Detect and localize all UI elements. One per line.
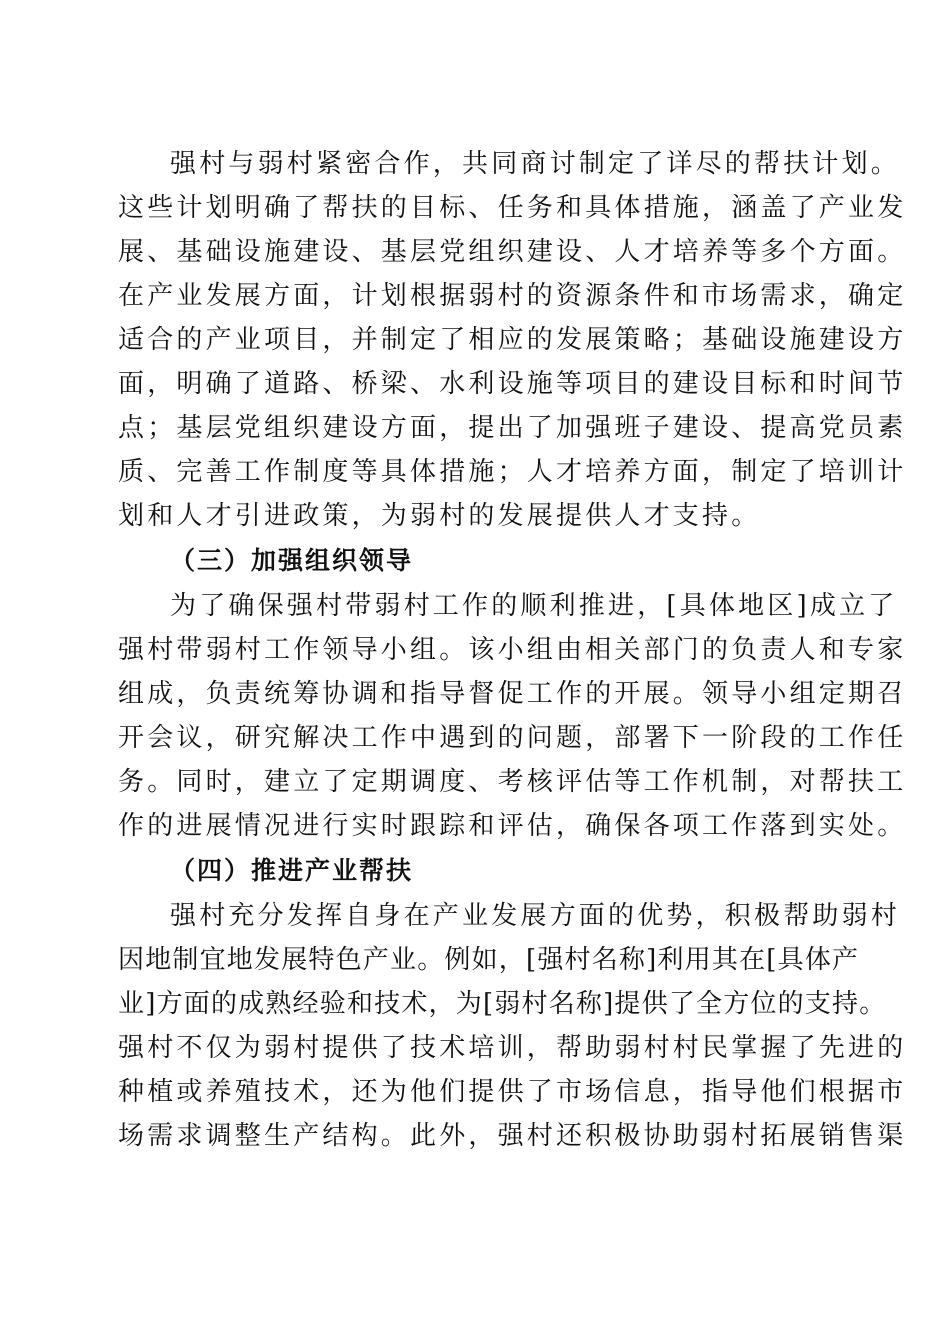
paragraph-line: 强村带弱村工作领导小组。该小组由相关部门的负责人和专家 bbox=[118, 635, 907, 665]
paragraph-line: 面，明确了道路、桥梁、水利设施等项目的建设目标和时间节 bbox=[118, 369, 907, 399]
paragraph-line: 强村充分发挥自身在产业发展方面的优势，积极帮助弱村 bbox=[170, 901, 901, 931]
paragraph-line: 组成，负责统筹协调和指导督促工作的开展。领导小组定期召 bbox=[118, 679, 907, 709]
section-heading-4: （四）推进产业帮扶 bbox=[170, 856, 414, 885]
paragraph-line: 强村不仅为弱村提供了技术培训，帮助弱村村民掌握了先进的 bbox=[118, 1033, 907, 1063]
paragraph-line: 开会议，研究解决工作中遇到的问题，部署下一阶段的工作任 bbox=[118, 723, 907, 753]
paragraph-line: 质、完善工作制度等具体措施；人才培养方面，制定了培训计 bbox=[118, 457, 907, 487]
paragraph-line: 务。同时，建立了定期调度、考核评估等工作机制，对帮扶工 bbox=[118, 767, 907, 797]
paragraph-line: 作的进展情况进行实时跟踪和评估，确保各项工作落到实处。 bbox=[118, 811, 907, 841]
paragraph-line: 场需求调整生产结构。此外，强村还积极协助弱村拓展销售渠 bbox=[118, 1121, 907, 1151]
paragraph-line: 划和人才引进政策，为弱村的发展提供人才支持。 bbox=[118, 501, 761, 531]
paragraph-line: 展、基础设施建设、基层党组织建设、人才培养等多个方面。 bbox=[118, 237, 907, 267]
paragraph-line: 业]方面的成熟经验和技术，为[弱村名称]提供了全方位的支持。 bbox=[118, 989, 887, 1019]
paragraph-line: 为了确保强村带弱村工作的顺利推进，[具体地区]成立了 bbox=[170, 591, 898, 621]
paragraph-line: 在产业发展方面，计划根据弱村的资源条件和市场需求，确定 bbox=[118, 281, 907, 311]
paragraph-line: 强村与弱村紧密合作，共同商讨制定了详尽的帮扶计划。 bbox=[170, 149, 901, 179]
paragraph-line: 适合的产业项目，并制定了相应的发展策略；基础设施建设方 bbox=[118, 325, 907, 355]
paragraph-line: 点；基层党组织建设方面，提出了加强班子建设、提高党员素 bbox=[118, 413, 907, 443]
section-heading-3: （三）加强组织领导 bbox=[170, 546, 414, 575]
paragraph-line: 这些计划明确了帮扶的目标、任务和具体措施，涵盖了产业发 bbox=[118, 193, 907, 223]
paragraph-line: 因地制宜地发展特色产业。例如，[强村名称]利用其在[具体产 bbox=[118, 945, 860, 975]
paragraph-line: 种植或养殖技术，还为他们提供了市场信息，指导他们根据市 bbox=[118, 1077, 907, 1107]
